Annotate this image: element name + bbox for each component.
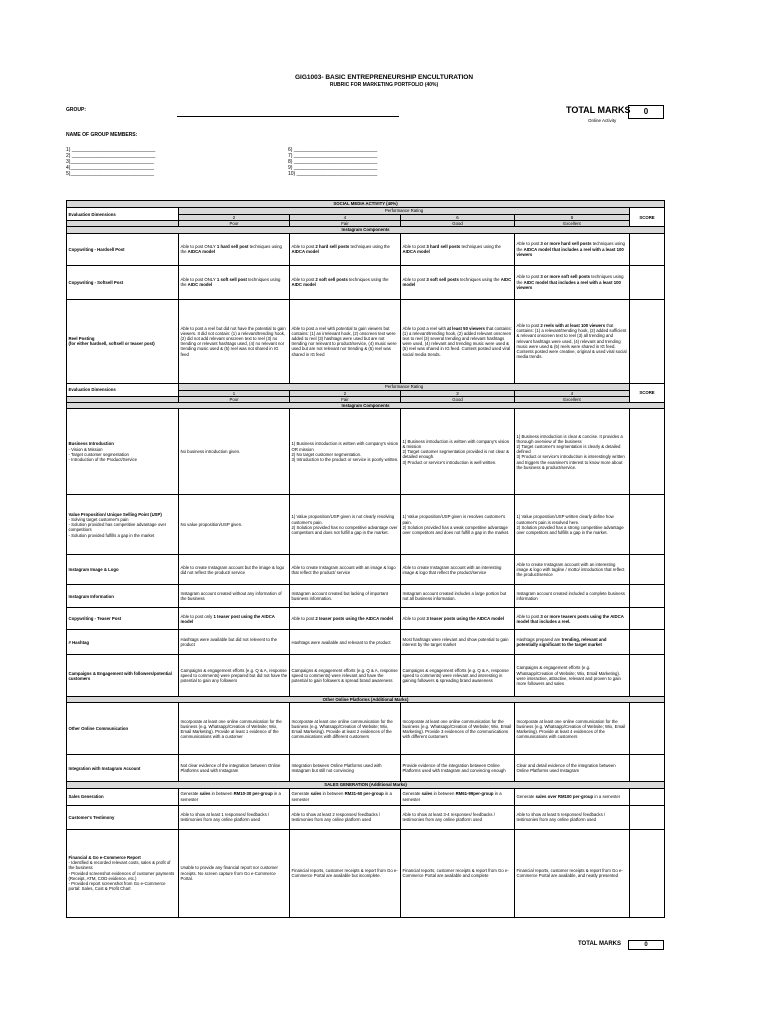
rating-label: Fair (290, 221, 401, 227)
criteria-cell: Able to create Instagram account but the image & logo did not reflect the product/ service (179, 555, 290, 585)
criteria-cell: Able to post 2 teaser posts using the AIDCA model (290, 608, 401, 630)
criteria-cell: Generate sales in between RM10-30 per-group in a semester (179, 788, 290, 805)
criteria-cell: Financial reports, customer receipts & report from Go e-Commerce Portal are available but incomplete. (290, 829, 401, 917)
criteria-cell: Able to post ONLY 1 hard sell post techniques using the AIDCA model (179, 233, 290, 265)
rating-number: 1 (179, 390, 290, 396)
score-cell[interactable] (630, 755, 665, 782)
criteria-cell: Hashtags were available and relevant to the product (290, 630, 401, 655)
table-row (67, 805, 665, 829)
table-row (67, 788, 665, 805)
dimension-label: Customer's Testimony (67, 805, 179, 829)
criteria-cell: Instagram account created included a complete business information (515, 585, 630, 608)
table-row (67, 495, 665, 555)
eval-dims-header: Evaluation Dimensions (67, 208, 179, 221)
table-row (67, 829, 665, 917)
member-line[interactable]: 2) ______________________________ (66, 152, 156, 159)
criteria-cell: Unable to provide any financial report nor customer receipts. No screen capture from Go e-Commerce Portal. (179, 829, 290, 917)
score-cell[interactable] (630, 555, 665, 585)
criteria-cell: 1) Value proposition/USP given is not clearly resolving customer's pain. 2) Solution provided has no competitive advantage over competitors and does not fulfill a gap in the market. (290, 495, 401, 555)
criteria-cell: Hashtags were available but did not relevent to the product (179, 630, 290, 655)
rating-label: Good (401, 396, 515, 402)
rating-label: Excellent (515, 221, 630, 227)
criteria-cell: Able to post 2 reels with at least 100 viewers that contains: (1) a relevant/trending hook, (2) added sufficient & relevant onscreen text to reel (3) all trending and relevant hashtags were used, (4) relevant and trending music were used & (5) reels were shared in IG feed. Contents posted were creative, original & used viral social media trends. (515, 299, 630, 383)
rating-label: Excellent (515, 396, 630, 402)
document-title: GIG1003- BASIC ENTREPRENEURSHIP ENCULTURATION (294, 74, 474, 81)
criteria-cell: Able to post 3 soft sell posts techniques using the AIDC model (401, 265, 515, 299)
rating-number: 2 (290, 390, 401, 396)
total-marks-value: 0 (628, 105, 664, 119)
member-line[interactable]: 9) ______________________________ (288, 164, 378, 171)
criteria-cell: Campaigns & engagement efforts (e.g. Whatsapp/Creation of Website; Wix, Email Marketing). were interactive, attractive, relevant and proven to gain more followers and sales (515, 655, 630, 697)
member-line[interactable]: 5)______________________________ (66, 170, 154, 177)
criteria-cell: Generate sales in between RM61-99per-group in a semester (401, 788, 515, 805)
member-line[interactable]: 3)______________________________ (66, 158, 154, 165)
criteria-cell: Able to show at least 2 responses/ feedbacks / testimonies from any online platform used (290, 805, 401, 829)
sales-generation-header: SALES GENERATION (Additional Marks) (67, 782, 665, 788)
criteria-cell: 1) Value proposition/USP written clearly define how customer's pain is resolved here. 2) Solution provided has a strong competitive advantage over competitors and fulfills a gap in the market. (515, 495, 630, 555)
score-cell[interactable] (630, 585, 665, 608)
criteria-cell: 1) Business introduction is clear & concise. It provides a thorough overview of the business 2) Target customer's segmentation is clearly & detailed defined 3) Product or service's introduction is interestingly written and triggers the examiner's interest to know more about the business & product/service. (515, 409, 630, 495)
score-header: SCORE (630, 383, 665, 402)
table-row (67, 630, 665, 655)
score-cell[interactable] (630, 608, 665, 630)
member-line[interactable]: 7) ______________________________ (288, 152, 378, 159)
criteria-cell: Able to post 2 hard sell posts techniques using the AIDCA model (290, 233, 401, 265)
criteria-cell: Not clear evidence of the integration between Online Platforms used with Instagram (179, 755, 290, 782)
criteria-cell: Able to post 3 hard sell posts techniques using the AIDCA model (401, 233, 515, 265)
rubric-table (66, 200, 665, 918)
dimension-label: Value Proposition/ Unique Selling Point (USP) - Solving target customer's pain - Solution provided has competitive advantage over competitiors - Solution provided fulfills a gap in the market (67, 495, 179, 555)
criteria-cell: 1) Value proposition/USP given is resolves customer's pain. 2) Solution provided has a weak competitive advantage over competitors and does not fulfill a gap in the market. (401, 495, 515, 555)
total-marks-label: TOTAL MARKS (566, 105, 631, 115)
criteria-cell: Instagram account created without any information of the business (179, 585, 290, 608)
score-cell[interactable] (630, 655, 665, 697)
criteria-cell: Integration between Online Platforms used with Instagram but still not convincing (290, 755, 401, 782)
criteria-cell: Clear and detail evidence of the integration between Online Platforms used Instagram (515, 755, 630, 782)
document-subtitle: RUBRIC FOR MARKETING PORTFOLIO (40%) (329, 82, 439, 88)
rating-label: Poor (179, 221, 290, 227)
dimension-label: Copywriting - Hardsell Post (67, 233, 179, 265)
table-row (67, 608, 665, 630)
criteria-cell: Generate sales in between RM31-60 per-group in a semester (290, 788, 401, 805)
criteria-cell: Campaigns & engagement efforts (e.g. Q & A, response speed to comments) were relevant and interesting in gaining followers & spreading brand awareness (401, 655, 515, 697)
member-line[interactable]: 4)______________________________ (66, 164, 154, 171)
criteria-cell: Able to create Instagram account with an interesting image & logo with tagline / motto/ introduction that reflect the product/service (515, 555, 630, 585)
criteria-cell: Able to create Instagram account with an interesting image & logo that reflect the product/service (401, 555, 515, 585)
dimension-label: Instagram Image & Logo (67, 555, 179, 585)
criteria-cell: Incorporate at least one online communication for the business (e.g. Whatsapp/Creation of Website; Wix, Email Marketing). Provide 3 evidences of the communications with different customers (401, 703, 515, 755)
other-online-header: Other Online Platforms (Additional Marks) (67, 697, 665, 703)
rating-label: Good (401, 221, 515, 227)
members-label: NAME OF GROUP MEMBERS: (66, 132, 138, 138)
instagram-components-header: Instagram Components (67, 403, 665, 409)
criteria-cell: Able to post 3 or more soft sell posts techniques using the AIDC model that includes a reel with a least 100 viewers (515, 265, 630, 299)
rating-label: Fair (290, 396, 401, 402)
group-label: GROUP: (66, 107, 86, 113)
table-row (67, 233, 665, 265)
criteria-cell: Incorporate at least one online communication for the business (e.g. Whatsapp/Creation of Website; Wix, Email Marketing). Provide at least 2 evidences of the communications with different customers (290, 703, 401, 755)
criteria-cell: Able to post 3 teaser posts using the AIDCA model (401, 608, 515, 630)
criteria-cell: Able to post only 1 teaser post using the AIDCA model (179, 608, 290, 630)
criteria-cell: 1) Business introduction is written with company's vision & mission 2) Target customer segmentation provided is not clear & detailed enough. 3) Product or service's introduction is well written. (401, 409, 515, 495)
score-cell[interactable] (630, 829, 665, 917)
dimension-label: Copywriting - Softsell Post (67, 265, 179, 299)
criteria-cell: Able to show at least 1 responses/ feedbacks / testimonies from any online platform used (179, 805, 290, 829)
dimension-label: Campaigns & Engagement with followers/potential customers (67, 655, 179, 697)
instagram-components-header: Instagram Components (67, 227, 665, 233)
member-line[interactable]: 8) ______________________________ (288, 158, 378, 165)
table-row (67, 299, 665, 383)
table-row (67, 655, 665, 697)
dimension-label: Sales Generation (67, 788, 179, 805)
rating-number: 8 (515, 215, 630, 221)
criteria-cell: Able to show at least 3-4 responses/ feedbacks / testimonies from any online platform used (401, 805, 515, 829)
table-row (67, 585, 665, 608)
members-list-left (66, 148, 155, 178)
table-row (67, 755, 665, 782)
dimension-label: Copywriting - Teaser Post (67, 608, 179, 630)
member-line[interactable]: 6) ______________________________ (288, 147, 378, 153)
score-cell[interactable] (630, 409, 665, 495)
criteria-cell: Instagram account created includes a large portion but not all business information. (401, 585, 515, 608)
criteria-cell: Instagram account created but lacking of important business information. (290, 585, 401, 608)
group-input-line[interactable] (177, 116, 399, 117)
footer-total-marks-value: 0 (628, 940, 664, 950)
criteria-cell: Able to post ONLY 1 soft sell post techniques using the AIDC model (179, 265, 290, 299)
score-cell[interactable] (630, 703, 665, 755)
table-row (67, 265, 665, 299)
dimension-label: Financial & Go e-Commerce Report - Identified & recorded relevant costs, sales & profit of the business - Provided screenshot evidences of customer payments (Receipt, ATM, COD evidence, etc.) - Provided report screenshot from Go e-Commerce portal: Sales, Cost & Profit Chart (67, 829, 179, 917)
dimension-label: Instagram Information (67, 585, 179, 608)
criteria-cell: Able to post a reel with at least 50 viewers that contains: (1) a relevant/trending hook, (2) added relevant onscreen text to reel (3) several trending and relevant hashtags were used, (4) relevant and trending music were used & (5) reel was shared in IG feed. Content posted used viral social media trends. (401, 299, 515, 383)
rating-label: Poor (179, 396, 290, 402)
criteria-cell: Incorporate at least one online communication for the business (e.g. Whatsapp/Creation of Website; Wix, Email Marketing). Provide at least 1 evidence of the communications with a customer (179, 703, 290, 755)
criteria-cell: Able to post a reel but did not have the potential to gain viewers. It did not contain: (1) a relevant/trending hook, (2) did not add relevant onscreen text to reel (3) no trending or relevant hashtags used, (4) no relevant nor trending music used & (5) reel was not shared in IG feed (179, 299, 290, 383)
online-activity-note: Online Activity (588, 118, 617, 123)
score-cell[interactable] (630, 233, 665, 265)
rating-number: 2 (179, 215, 290, 221)
dimension-label: Reel Posting (for either hardsell, softsell or teaser post) (67, 299, 179, 383)
member-line[interactable]: 10) _____________________________ (288, 170, 378, 177)
criteria-cell: Hashtags prepared are trending, relevant and potentially significant to the target market (515, 630, 630, 655)
criteria-cell: 1) Business introduction is written with company's vision OR mission 2) No target customer segmentation. 3) Introduction to the product or service is poorly written. (290, 409, 401, 495)
eval-dims-header: Evaluation Dimensions (67, 383, 179, 396)
rating-number: 6 (401, 215, 515, 221)
criteria-cell: Generate sales over RM100 per-group in a semester (515, 788, 630, 805)
criteria-cell: Most hashtags were relevant and show potential to gain interest by the target market (401, 630, 515, 655)
score-cell[interactable] (630, 805, 665, 829)
footer-total-marks-label: TOTAL MARKS (578, 941, 621, 947)
criteria-cell: Able to post 3 or more hard sell posts techniques using the AIDCA model that includes a reel with a least 100 viewers (515, 233, 630, 265)
criteria-cell: Campaigns & engagement efforts (e.g. Q & A, response speed to comments) were relevant and have the potential to gain followers & spread brand awareness (290, 655, 401, 697)
perf-rating-header: Performance Rating (179, 383, 630, 390)
score-cell[interactable] (630, 630, 665, 655)
criteria-cell: Financial reports, customer receipts & report from Go e-Commerce Portal are available and complete (401, 829, 515, 917)
dimension-label: Integration with Instagram Account (67, 755, 179, 782)
rating-number: 3 (401, 390, 515, 396)
criteria-cell: Able to create Instagram account with an image & logo that reflect the product/ service (290, 555, 401, 585)
section-title-social-media: SOCIAL MEDIA ACTIVITY (40%) (67, 201, 665, 208)
criteria-cell: Able to post a reel with potential to gain viewers but contains: (1) an irrelevant hook, (2) onscreen text were added to reel (3) hashtags were used but are not trending nor relevant to product/service, (4) music were used but are not relevant nor trending & (5) reel was shared in IG feed (290, 299, 401, 383)
rating-number: 4 (515, 390, 630, 396)
score-cell[interactable] (630, 299, 665, 383)
member-line[interactable]: 1) ______________________________ (66, 147, 156, 153)
table-row (67, 409, 665, 495)
perf-rating-header: Performance Rating (179, 208, 630, 215)
score-cell[interactable] (630, 788, 665, 805)
table-row (67, 555, 665, 585)
dimension-label: Business Introduction - Vision & Mission - Target customer segmentation - Introduction of the Product/Service (67, 409, 179, 495)
table-row (67, 703, 665, 755)
members-list-right (288, 148, 377, 178)
criteria-cell: No value proposition/USP given. (179, 495, 290, 555)
score-cell[interactable] (630, 495, 665, 555)
criteria-cell: Incorporate at least one online communication for the business (e.g. Whatsapp/Creation of Website; Wix, Email Marketing). Provide at least 4 evidences of the communications with customers (515, 703, 630, 755)
criteria-cell: No business introduction given. (179, 409, 290, 495)
criteria-cell: Able to post 3 or more teasers posts using the AIDCA model that includes a reel. (515, 608, 630, 630)
criteria-cell: Able to post 2 soft sell posts techniques using the AIDC model (290, 265, 401, 299)
rating-number: 4 (290, 215, 401, 221)
criteria-cell: Provide evidence of the integration between Online Platforms used with Instagram and convincing enough (401, 755, 515, 782)
dimension-label: # Hashtag (67, 630, 179, 655)
score-cell[interactable] (630, 265, 665, 299)
dimension-label: Other Online Communication (67, 703, 179, 755)
criteria-cell: Financial reports, customer receipts & report from Go e-Commerce Portal are available, and neatly presented (515, 829, 630, 917)
criteria-cell: Able to show at least 5 responses/ feedbacks / testimonies from any online platform used (515, 805, 630, 829)
criteria-cell: Campaigns & engagement efforts (e.g. Q & A, response speed to comments) were prepared but did not have the potential to gain any followers (179, 655, 290, 697)
score-header: SCORE (630, 208, 665, 227)
